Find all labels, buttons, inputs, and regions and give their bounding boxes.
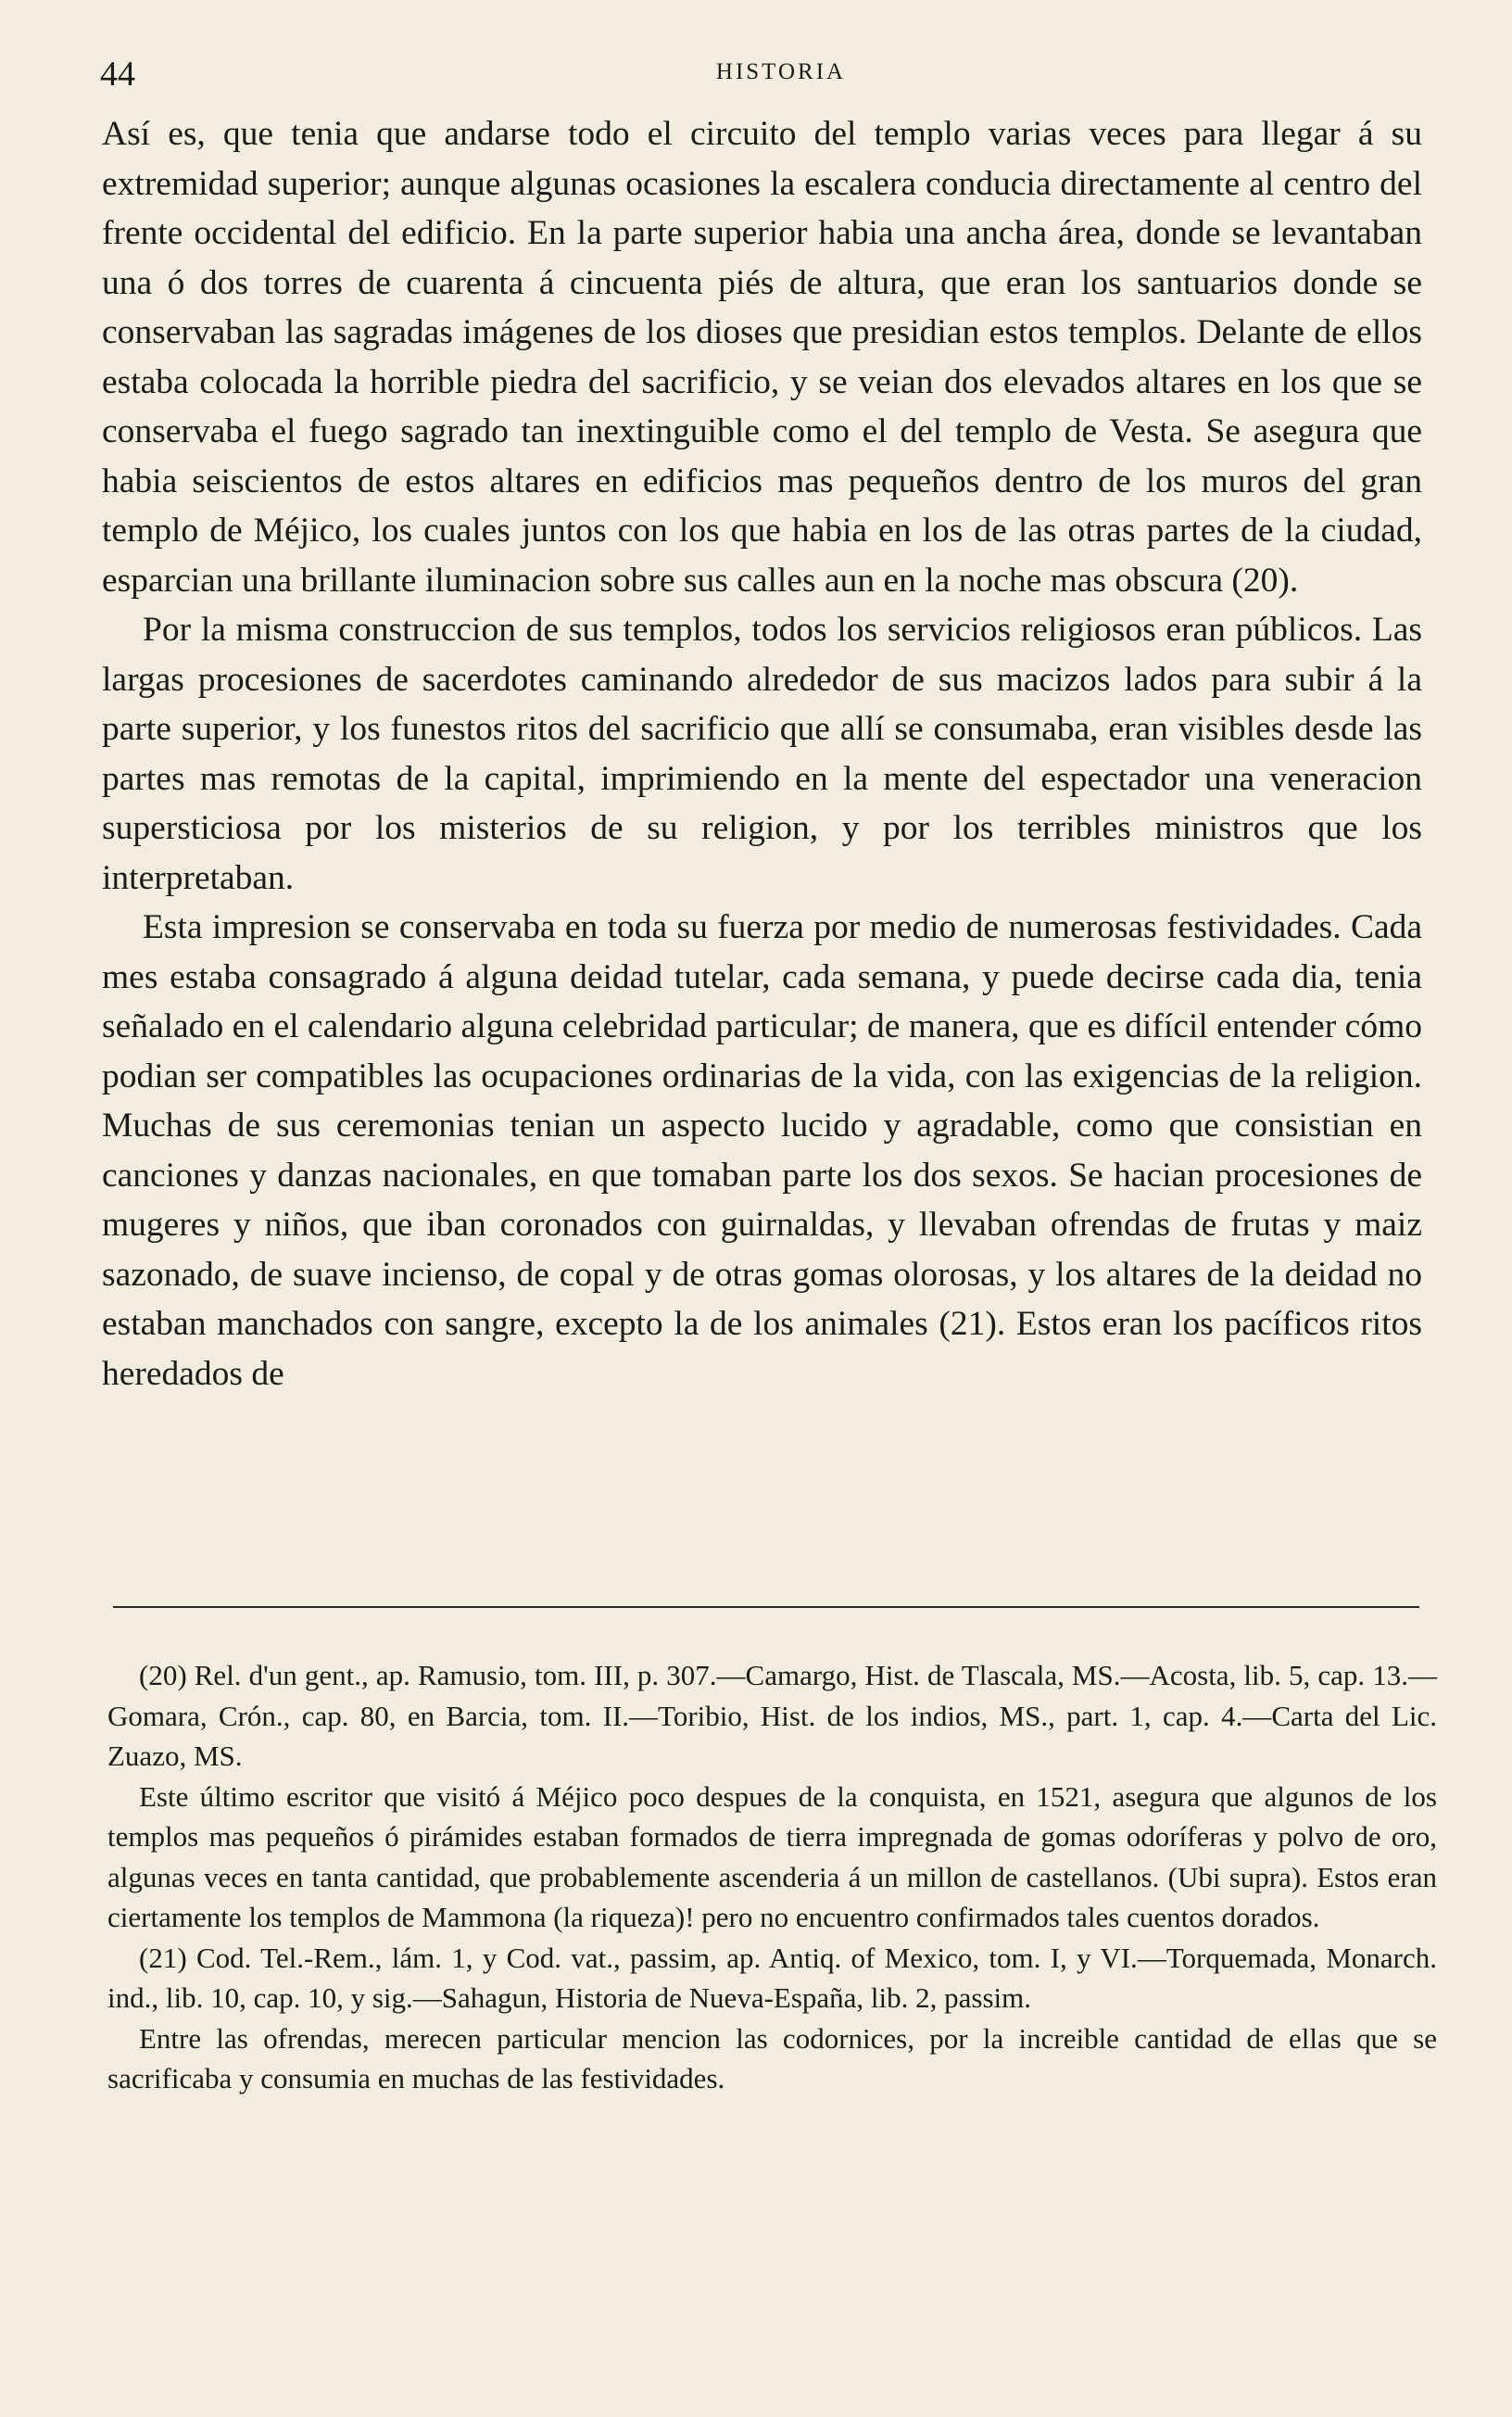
footnote-21: (21) Cod. Tel.-Rem., lám. 1, y Cod. vat., passim, ap. Antiq. of Mexico, tom. I, y VI.—Torquemada, Monarch. ind., lib. 10, cap. 10, y sig.—Sahagun, Historia de Nueva-España, lib. 2, passim. bbox=[107, 1941, 1437, 2014]
footnote-21-continuation: Entre las ofrendas, merecen particular mencion las codornices, por la increible cantidad de ellas que se sacrificaba y consumia en muchas de las festividades. bbox=[107, 2021, 1437, 2094]
body-paragraph: Por la misma construccion de sus templos, todos los servicios religiosos eran públicos. Las largas procesiones de sacerdotes caminando alrededor de sus macizos lados para subir á la parte superior, y los funestos ritos del sacrificio que allí se consumaba, eran visibles desde las partes mas remotas de la capital, imprimiendo en la mente del espectador una veneracion supersticiosa por los misterios de su religion, y por los terribles ministros que los interpretaban. bbox=[102, 611, 1422, 897]
running-title: HISTORIA bbox=[715, 59, 847, 84]
page-number: 44 bbox=[100, 55, 135, 94]
page-header bbox=[100, 54, 1434, 98]
footnotes bbox=[107, 1655, 1437, 2099]
footnote-20-continuation: Este último escritor que visitó á Méjico poco despues de la conquista, en 1521, asegura que algunos de los templos mas pequeños ó pirámides estaban formados de tierra impregnada de gomas odoríferas y polvo de oro, algunas veces en tanta cantidad, que probablemente ascenderia á un millon de castellanos. (Ubi supra). Estos eran ciertamente los templos de Mammona (la riqueza)! pero no encuentro confirmados tales cuentos dorados. bbox=[107, 1779, 1437, 1933]
footnote-20: (20) Rel. d'un gent., ap. Ramusio, tom. III, p. 307.—Camargo, Hist. de Tlascala, MS.—Acosta, lib. 5, cap. 13.—Gomara, Crón., cap. 80, en Barcia, tom. II.—Toribio, Hist. de los indios, MS., part. 1, cap. 4.—Carta del Lic. Zuazo, MS. bbox=[107, 1659, 1437, 1772]
main-text bbox=[102, 109, 1422, 1398]
body-paragraph: Esta impresion se conservaba en toda su fuerza por medio de numerosas festividades. Cada mes estaba consagrado á alguna deidad tutelar, cada semana, y puede decirse cada dia, tenia señalado en el calendario alguna celebridad particular; de manera, que es difícil entender cómo podian ser compatibles las ocupaciones ordinarias de la vida, con las exigencias de la religion. Muchas de sus ceremonias tenian un aspecto lucido y agradable, como que consistian en canciones y danzas nacionales, en que tomaban parte los dos sexos. Se hacian procesiones de mugeres y niños, que iban coronados con guirnaldas, y llevaban ofrendas de frutas y maiz sazonado, de suave incienso, de copal y de otras gomas olorosas, y los altares de la deidad no estaban manchados con sangre, excepto la de los animales (21). Estos eran los pacíficos ritos heredados de bbox=[102, 908, 1422, 1393]
footnote-separator bbox=[113, 1606, 1419, 1608]
body-paragraph: Así es, que tenia que andarse todo el circuito del templo varias veces para llegar á su extremidad superior; aunque algunas ocasiones la escalera conducia directamente al centro del frente occidental del edificio. En la parte superior habia una ancha área, donde se levantaban una ó dos torres de cuarenta á cincuenta piés de altura, que eran los santuarios donde se conservaban las sagradas imágenes de los dioses que presidian estos templos. Delante de ellos estaba colocada la horrible piedra del sacrificio, y se veian dos elevados altares en los que se conservaba el fuego sagrado tan inextinguible como el del templo de Vesta. Se asegura que habia seiscientos de estos altares en edificios mas pequeños dentro de los muros del gran templo de Méjico, los cuales juntos con los que habia en los de las otras partes de la ciudad, esparcian una brillante iluminacion sobre sus calles aun en la noche mas obscura (20). bbox=[102, 115, 1422, 600]
